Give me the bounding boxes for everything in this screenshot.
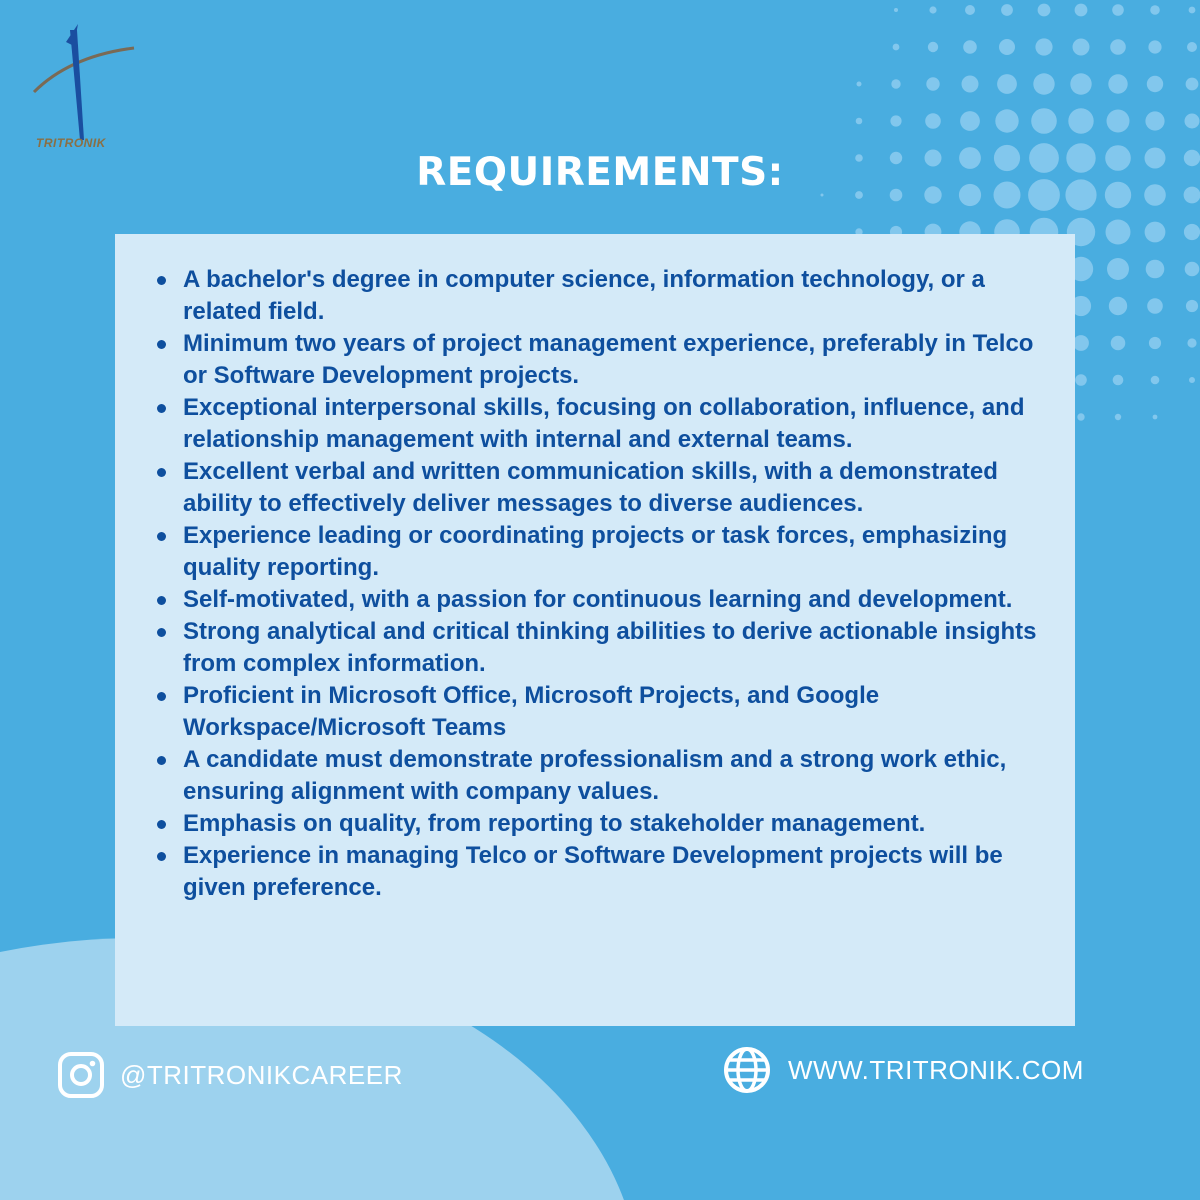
requirement-item — [153, 840, 1043, 904]
bullet-icon — [157, 596, 166, 605]
instagram-handle: @TRITRONIKCAREER — [120, 1059, 403, 1090]
globe-icon — [722, 1045, 772, 1095]
requirement-item — [153, 808, 1043, 840]
website-url: WWW.TRITRONIK.COM — [788, 1054, 1084, 1085]
requirement-text: Minimum two years of project management experience, preferably in Telco or Software Development projects. — [183, 330, 1034, 389]
requirements-panel — [115, 234, 1075, 1026]
bullet-icon — [157, 468, 166, 477]
bullet-icon — [157, 404, 166, 413]
requirement-text: Excellent verbal and written communication skills, with a demonstrated ability to effectively deliver messages to diverse audiences. — [183, 458, 998, 517]
bullet-icon — [157, 276, 166, 285]
requirement-text: Experience in managing Telco or Software Development projects will be given preference. — [183, 842, 1003, 901]
page-title: REQUIREMENTS: — [416, 150, 784, 195]
requirement-text: Proficient in Microsoft Office, Microsoft Projects, and Google Workspace/Microsoft Teams — [183, 682, 880, 741]
requirement-text: Emphasis on quality, from reporting to stakeholder management. — [183, 810, 926, 837]
bullet-icon — [157, 820, 166, 829]
logo-text: TRITRONIK — [36, 136, 106, 150]
tritronik-logo — [30, 22, 140, 152]
requirement-text: Self-motivated, with a passion for continuous learning and development. — [183, 586, 1013, 613]
requirement-item — [153, 392, 1043, 456]
requirement-item — [153, 584, 1043, 616]
requirement-item — [153, 680, 1043, 744]
bullet-icon — [157, 756, 166, 765]
website-link[interactable] — [722, 1045, 1084, 1095]
requirement-text: Strong analytical and critical thinking abilities to derive actionable insights from complex information. — [183, 618, 1037, 677]
requirement-item — [153, 264, 1043, 328]
requirement-text: Experience leading or coordinating projects or task forces, emphasizing quality reporting. — [183, 522, 1008, 581]
instagram-icon — [58, 1052, 104, 1098]
requirement-item — [153, 744, 1043, 808]
requirement-item — [153, 616, 1043, 680]
requirement-item — [153, 520, 1043, 584]
bullet-icon — [157, 532, 166, 541]
requirements-list — [153, 264, 1043, 904]
requirement-text: Exceptional interpersonal skills, focusing on collaboration, influence, and relationship management with internal and external teams. — [183, 394, 1025, 453]
requirement-item — [153, 456, 1043, 520]
instagram-link[interactable] — [58, 1052, 403, 1098]
requirement-text: A bachelor's degree in computer science, information technology, or a related field. — [183, 266, 985, 325]
requirement-item — [153, 328, 1043, 392]
bullet-icon — [157, 340, 166, 349]
bullet-icon — [157, 692, 166, 701]
bullet-icon — [157, 852, 166, 861]
bullet-icon — [157, 628, 166, 637]
requirement-text: A candidate must demonstrate professionalism and a strong work ethic, ensuring alignment with company values. — [183, 746, 1007, 805]
